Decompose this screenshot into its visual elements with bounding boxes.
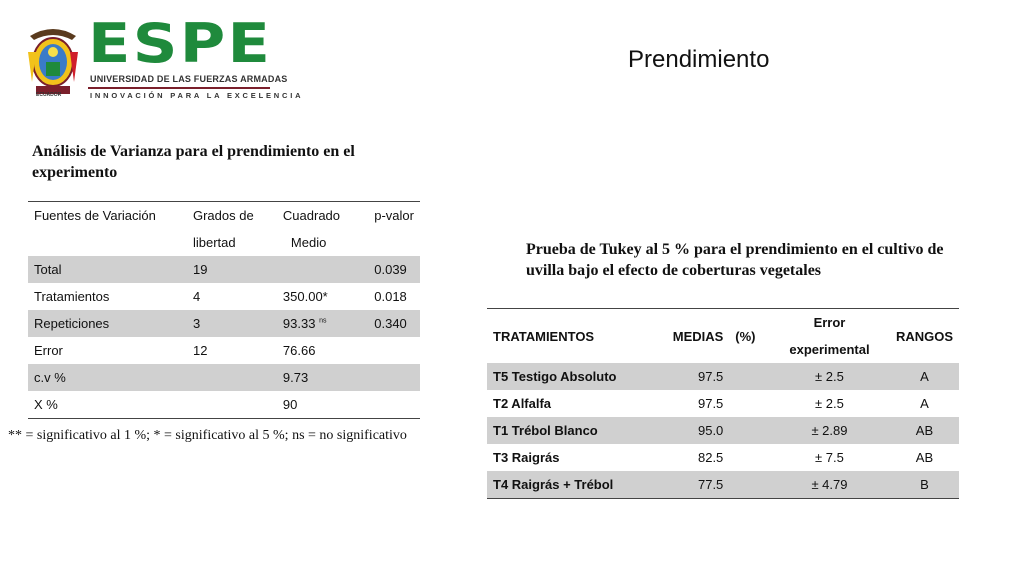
gl-cell: 3 bbox=[192, 316, 201, 331]
anova-table bbox=[28, 201, 420, 419]
rango-cell: AB bbox=[915, 423, 934, 438]
header-medias: MEDIAS bbox=[672, 328, 724, 344]
fuente-cell: Total bbox=[34, 262, 62, 277]
table-row bbox=[487, 444, 959, 471]
p-cell: 0.340 bbox=[374, 316, 407, 331]
anova-footnote: ** = significativo al 1 %; * = significativo al 5 %; ns = no significativo bbox=[8, 428, 407, 443]
espe-logo bbox=[22, 12, 304, 105]
p-cell bbox=[368, 337, 420, 364]
ns-superscript: ns bbox=[319, 317, 327, 325]
error-cell: ± 7.5 bbox=[815, 450, 844, 465]
crest-label: ECUADOR bbox=[36, 92, 62, 98]
trat-cell: T4 Raigrás + Trébol bbox=[493, 476, 614, 492]
header-grados: Grados de bbox=[192, 208, 254, 223]
gl-cell: 12 bbox=[192, 343, 208, 358]
rango-cell: AB bbox=[915, 450, 934, 465]
tukey-caption: Prueba de Tukey al 5 % para el prendimiento en el cultivo de uvilla bajo el efecto de coberturas vegetales bbox=[526, 241, 944, 279]
rango-cell: B bbox=[920, 476, 929, 492]
header-pct: (%) bbox=[735, 328, 756, 344]
media-cell: 97.5 bbox=[697, 369, 724, 384]
header-tratamientos: TRATAMIENTOS bbox=[493, 328, 595, 344]
p-cell: 0.018 bbox=[374, 289, 407, 304]
fuente-cell: Error bbox=[34, 343, 63, 358]
cm-cell: 76.66 bbox=[282, 343, 316, 358]
gl-cell bbox=[187, 391, 277, 418]
fuente-cell: Tratamientos bbox=[34, 289, 110, 304]
table-row bbox=[487, 471, 959, 498]
brand-divider bbox=[88, 87, 270, 89]
rango-cell: A bbox=[920, 396, 929, 411]
cm-cell-with-sup bbox=[277, 310, 368, 337]
gl-cell: 19 bbox=[192, 262, 208, 277]
error-cell: ± 2.89 bbox=[811, 423, 848, 438]
header-cuadrado-2: Medio bbox=[290, 235, 327, 250]
table-row bbox=[487, 390, 959, 417]
slide-title: Prendimiento bbox=[628, 46, 770, 73]
table-row bbox=[28, 391, 420, 418]
header-grados-2: libertad bbox=[192, 235, 236, 250]
media-cell: 82.5 bbox=[697, 450, 724, 465]
cm-cell: 9.73 bbox=[282, 370, 309, 385]
error-cell: ± 2.5 bbox=[815, 396, 844, 411]
header-error-2: experimental bbox=[789, 342, 870, 357]
brand-subtitle: UNIVERSIDAD DE LAS FUERZAS ARMADAS bbox=[90, 74, 288, 84]
p-cell bbox=[368, 364, 420, 391]
trat-cell: T3 Raigrás bbox=[493, 450, 560, 465]
media-cell: 77.5 bbox=[697, 476, 724, 492]
anova-caption: Análisis de Varianza para el prendimiento en el experimento bbox=[32, 143, 355, 181]
rango-cell: A bbox=[920, 369, 929, 384]
cm-cell: 350.00* bbox=[282, 289, 328, 304]
header-fuentes: Fuentes de Variación bbox=[34, 208, 156, 223]
ecuador-crest-icon bbox=[22, 22, 84, 102]
gl-cell: 4 bbox=[192, 289, 201, 304]
header-cuadrado: Cuadrado bbox=[282, 208, 341, 223]
error-cell: ± 4.79 bbox=[811, 476, 848, 492]
fuente-cell: Repeticiones bbox=[34, 316, 110, 331]
table-row bbox=[487, 363, 959, 390]
cm-cell bbox=[277, 256, 368, 283]
table-row bbox=[487, 417, 959, 444]
fuente-cell: X % bbox=[34, 396, 58, 412]
brand-tagline: INNOVACIÓN PARA LA EXCELENCIA bbox=[90, 91, 304, 100]
table-row bbox=[28, 364, 420, 391]
error-cell: ± 2.5 bbox=[815, 369, 844, 384]
table-row bbox=[28, 337, 420, 364]
fuente-cell: c.v % bbox=[34, 370, 66, 385]
media-cell: 97.5 bbox=[697, 396, 724, 411]
tukey-table bbox=[487, 308, 959, 499]
trat-cell: T5 Testigo Absoluto bbox=[493, 369, 617, 384]
trat-cell: T2 Alfalfa bbox=[493, 396, 552, 411]
header-pvalor: p-valor bbox=[374, 208, 414, 223]
cm-value: 93.33 bbox=[282, 316, 316, 331]
table-row bbox=[28, 256, 420, 283]
cm-cell: 90 bbox=[282, 396, 298, 412]
table-row bbox=[28, 310, 420, 337]
brand-word: ESPE bbox=[88, 12, 273, 75]
p-cell bbox=[368, 391, 420, 418]
media-cell: 95.0 bbox=[697, 423, 724, 438]
header-rangos: RANGOS bbox=[895, 328, 953, 344]
table-row bbox=[28, 283, 420, 310]
p-cell: 0.039 bbox=[374, 262, 407, 277]
gl-cell bbox=[187, 364, 277, 391]
header-error: Error bbox=[813, 315, 846, 330]
trat-cell: T1 Trébol Blanco bbox=[493, 423, 598, 438]
